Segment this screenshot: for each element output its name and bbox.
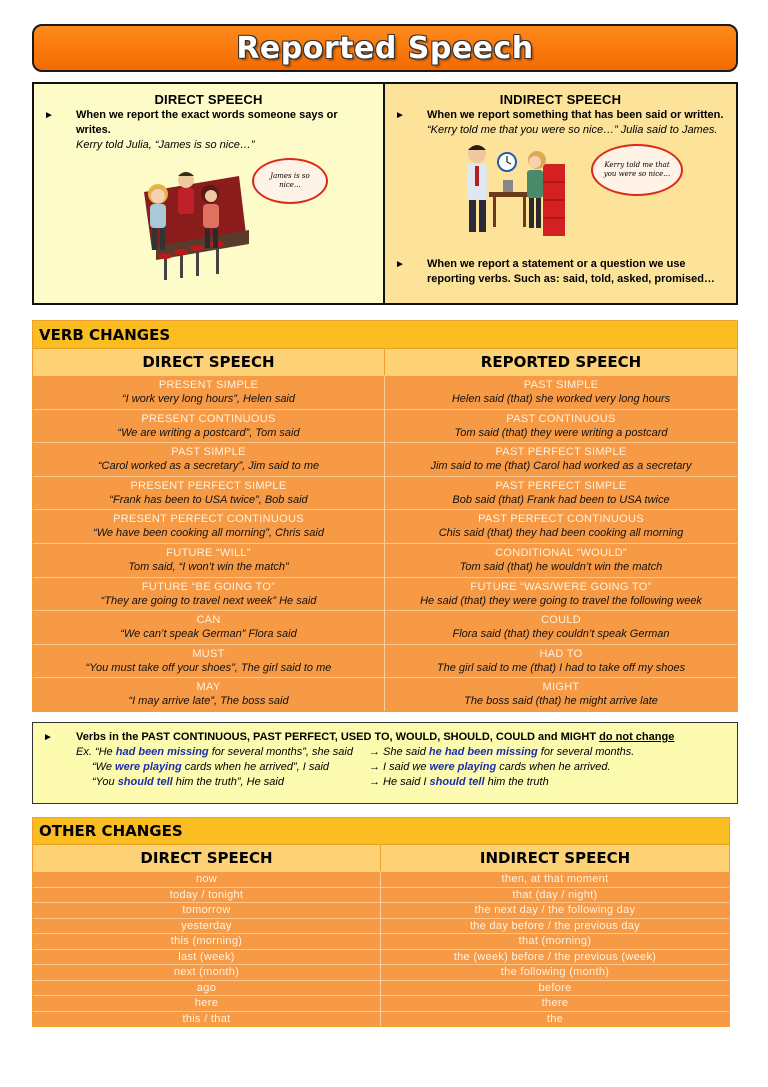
bullet-arrow-icon: ► xyxy=(395,110,405,121)
example-text: him the truth”, He said xyxy=(172,776,284,788)
direct-cell: today / tonight xyxy=(33,888,381,903)
highlighted-verb: were playing xyxy=(115,761,182,773)
example-sentence: “They are going to travel next week” He said xyxy=(100,594,317,607)
no-change-note xyxy=(32,722,738,804)
reported-cell xyxy=(385,510,737,543)
verb-changes-heading: VERB CHANGES xyxy=(33,321,737,349)
tense-label: PAST SIMPLE xyxy=(523,379,599,391)
direct-cell: yesterday xyxy=(33,919,381,934)
example-text: cards when he arrived”, I said xyxy=(181,761,330,773)
direct-speech-heading: DIRECT SPEECH xyxy=(154,92,263,107)
reporting-verbs-text: When we report a statement or a question we use reporting verbs. Such as: said, told, asked, promised… xyxy=(427,258,715,285)
indirect-speech-bubble: Kerry told me that you were so nice… xyxy=(591,144,683,196)
tense-label: COULD xyxy=(540,614,581,627)
table-row xyxy=(33,644,737,678)
title-banner xyxy=(32,24,738,72)
example-line xyxy=(369,745,634,760)
tense-label: CONDITIONAL “WOULD” xyxy=(495,546,627,559)
reported-cell xyxy=(385,645,737,678)
highlighted-verb: should tell xyxy=(117,776,173,788)
example-line xyxy=(369,775,549,790)
direct-cell xyxy=(33,678,385,711)
highlighted-verb: should tell xyxy=(429,776,485,788)
example-text: him the truth xyxy=(484,776,549,788)
direct-speech-panel xyxy=(34,84,385,303)
example-sentence: Tom said (that) he wouldn’t win the match xyxy=(459,560,663,573)
example-sentence: He said (that) they were going to travel the following week xyxy=(420,594,702,607)
reported-cell xyxy=(385,578,737,611)
indirect-cell: the following (month) xyxy=(500,966,610,978)
direct-speech-example: Kerry told Julia, “James is so nice…” xyxy=(76,139,255,151)
page-title: Reported Speech xyxy=(236,30,534,66)
column-header-indirect: INDIRECT SPEECH xyxy=(479,849,631,867)
example-sentence: “We can’t speak German” Flora said xyxy=(120,628,297,641)
example-text: for several months. xyxy=(537,746,635,758)
example-text: → He said I xyxy=(369,776,430,788)
column-header-direct: DIRECT SPEECH xyxy=(33,349,385,375)
tense-label: PAST PERFECT SIMPLE xyxy=(495,446,627,459)
example-sentence: “Frank has been to USA twice”, Bob said xyxy=(109,493,308,506)
column-header-reported: REPORTED SPEECH xyxy=(480,353,642,371)
tense-label: FUTURE “WAS/WERE GOING TO” xyxy=(470,580,652,593)
example-sentence: Chis said (that) they had been cooking all morning xyxy=(438,527,684,540)
example-sentence: “I may arrive late”, The boss said xyxy=(128,695,289,708)
direct-cell xyxy=(33,544,385,577)
reporting-verbs-bullet xyxy=(395,257,728,287)
direct-cell xyxy=(33,376,385,409)
other-changes-table xyxy=(32,817,730,1027)
no-change-note-heading: Verbs in the PAST CONTINUOUS, PAST PERFECT, USED TO, WOULD, SHOULD, COULD and MIGHT do not change xyxy=(76,731,675,743)
direct-cell xyxy=(33,611,385,644)
example-text: “We xyxy=(92,761,116,773)
column-header-direct: DIRECT SPEECH xyxy=(33,845,381,871)
example-sentence: Tom said, “I won’t win the match” xyxy=(128,560,289,573)
tense-label: PAST PERFECT CONTINUOUS xyxy=(478,513,644,526)
direct-cell: this / that xyxy=(33,1012,381,1027)
indirect-cell: that (morning) xyxy=(518,935,592,947)
tense-label: PAST SIMPLE xyxy=(171,446,246,459)
table-row xyxy=(33,980,729,996)
reported-cell xyxy=(385,477,737,510)
example-sentence: “We are writing a postcard”, Tom said xyxy=(117,426,300,439)
direct-cell: tomorrow xyxy=(33,903,381,918)
reported-cell xyxy=(385,410,737,443)
reported-cell xyxy=(385,611,737,644)
direct-cell xyxy=(33,578,385,611)
indirect-cell: the xyxy=(546,1012,564,1025)
tense-label: MUST xyxy=(192,647,225,660)
highlighted-verb: he had been missing xyxy=(428,746,538,758)
example-sentence: “We have been cooking all morning”, Chris said xyxy=(93,527,324,540)
bullet-arrow-icon: ► xyxy=(43,732,53,743)
direct-cell: here xyxy=(33,996,381,1011)
indirect-cell: the (week) before / the previous (week) xyxy=(453,950,657,963)
indirect-cell: the next day / the following day xyxy=(474,904,636,916)
table-row xyxy=(33,509,737,543)
tense-label: FUTURE “WILL” xyxy=(166,546,251,559)
example-text: “You xyxy=(92,776,118,788)
direct-cell xyxy=(33,510,385,543)
bullet-arrow-icon: ► xyxy=(395,259,405,270)
example-sentence: Tom said (that) they were writing a postcard xyxy=(454,426,668,439)
indirect-speech-panel xyxy=(385,84,736,303)
indirect-speech-definition: When we report something that has been said or written. xyxy=(427,109,724,121)
indirect-cell: before xyxy=(538,981,572,994)
example-text: Ex. “He xyxy=(76,746,116,758)
table-row xyxy=(33,375,737,409)
reported-cell xyxy=(385,376,737,409)
tense-label: PRESENT CONTINUOUS xyxy=(141,412,276,425)
example-text: → I said we xyxy=(369,761,430,773)
table-row xyxy=(33,409,737,443)
table-row xyxy=(33,476,737,510)
direct-cell xyxy=(33,477,385,510)
friends-at-bar-illustration xyxy=(134,164,254,282)
table-row xyxy=(33,871,729,887)
reported-cell xyxy=(385,443,737,476)
reported-cell xyxy=(385,678,737,711)
table-row xyxy=(33,933,729,949)
example-line xyxy=(76,745,353,760)
indirect-speech-heading: INDIRECT SPEECH xyxy=(499,92,622,107)
highlighted-verb: had been missing xyxy=(115,746,209,758)
example-line xyxy=(92,760,329,775)
direct-cell xyxy=(33,443,385,476)
intro-panel xyxy=(32,82,738,305)
other-changes-heading: OTHER CHANGES xyxy=(33,818,729,845)
example-sentence: Bob said (that) Frank had been to USA twice xyxy=(452,493,670,506)
tense-label: PRESENT PERFECT SIMPLE xyxy=(130,479,287,492)
table-row xyxy=(33,1011,729,1027)
indirect-speech-bullet xyxy=(395,108,728,138)
highlighted-verb: were playing xyxy=(429,761,497,773)
tense-label: FUTURE “BE GOING TO” xyxy=(141,580,276,593)
table-row xyxy=(33,902,729,918)
bullet-arrow-icon: ► xyxy=(44,110,54,121)
example-line xyxy=(369,760,611,775)
other-changes-rows xyxy=(33,871,729,1026)
table-row xyxy=(33,949,729,965)
table-row xyxy=(33,964,729,980)
example-sentence: Flora said (that) they couldn’t speak German xyxy=(452,628,670,641)
tense-label: MAY xyxy=(196,681,221,694)
table-row xyxy=(33,995,729,1011)
example-sentence: “You must take off your shoes”, The girl said to me xyxy=(85,661,332,674)
table-row xyxy=(33,918,729,934)
example-sentence: The girl said to me (that) I had to take off my shoes xyxy=(436,661,686,674)
example-sentence: “I work very long hours”, Helen said xyxy=(121,393,295,405)
indirect-cell: the day before / the previous day xyxy=(469,919,641,932)
direct-cell: this (morning) xyxy=(33,934,381,949)
table-row xyxy=(33,610,737,644)
table-row xyxy=(33,543,737,577)
verb-changes-table xyxy=(32,320,738,712)
direct-cell: now xyxy=(33,872,381,887)
tense-label: MIGHT xyxy=(542,681,580,694)
verb-changes-column-headers xyxy=(33,349,737,375)
example-line xyxy=(92,775,284,790)
tense-label: CAN xyxy=(196,614,221,627)
direct-cell: ago xyxy=(33,981,381,996)
tense-label: HAD TO xyxy=(539,647,583,660)
direct-speech-bullet xyxy=(44,108,375,153)
example-sentence: Helen said (that) she worked very long hours xyxy=(451,393,671,405)
direct-cell: next (month) xyxy=(33,965,381,980)
reported-cell xyxy=(385,544,737,577)
example-text: for several months”, she said xyxy=(208,746,353,758)
tense-label: PRESENT SIMPLE xyxy=(158,379,259,391)
table-row xyxy=(33,677,737,711)
example-text: cards when he arrived. xyxy=(496,761,611,773)
example-text: → She said xyxy=(369,746,429,758)
verb-changes-rows xyxy=(33,375,737,711)
table-row xyxy=(33,442,737,476)
direct-cell xyxy=(33,645,385,678)
indirect-cell: there xyxy=(541,997,569,1009)
example-sentence: The boss said (that) he might arrive late xyxy=(464,695,658,708)
example-sentence: Jim said to me (that) Carol had worked as a secretary xyxy=(430,460,692,473)
other-changes-column-headers xyxy=(33,845,729,871)
tense-label: PAST CONTINUOUS xyxy=(506,412,616,425)
direct-speech-definition: When we report the exact words someone says or writes. xyxy=(76,109,338,136)
direct-speech-bubble: James is so nice… xyxy=(252,158,328,204)
indirect-speech-example: “Kerry told me that you were so nice…” Julia said to James. xyxy=(427,124,718,136)
table-row xyxy=(33,887,729,903)
direct-cell xyxy=(33,410,385,443)
indirect-cell: that (day / night) xyxy=(512,888,598,901)
office-illustration xyxy=(463,142,571,242)
direct-cell: last (week) xyxy=(33,950,381,965)
example-sentence: “Carol worked as a secretary”, Jim said to me xyxy=(97,460,320,473)
tense-label: PRESENT PERFECT CONTINUOUS xyxy=(113,513,304,526)
indirect-cell: then, at that moment xyxy=(501,873,609,885)
table-row xyxy=(33,577,737,611)
tense-label: PAST PERFECT SIMPLE xyxy=(495,479,627,492)
